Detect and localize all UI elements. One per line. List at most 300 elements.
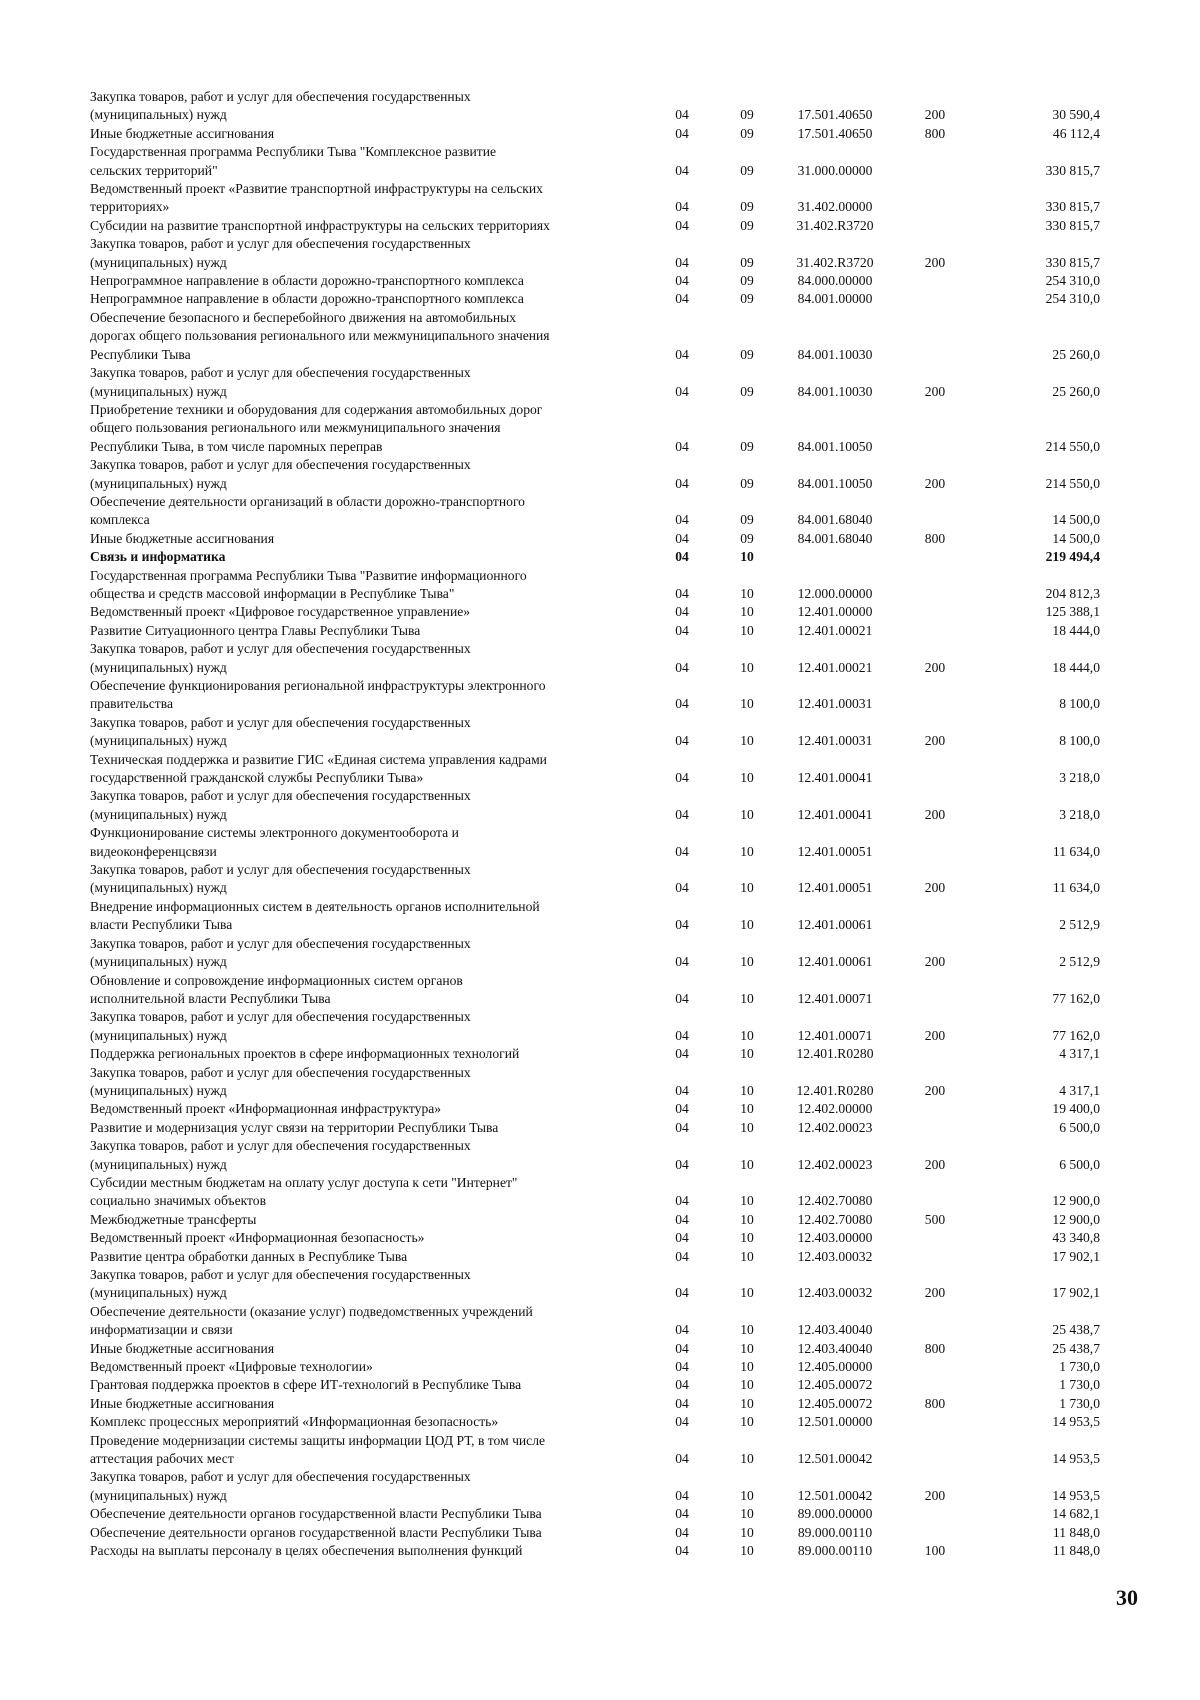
row-name: Обеспечение деятельности органов государственной власти Республики Тыва (90, 1524, 542, 1540)
row-section: 04 (675, 1285, 689, 1301)
row-target-article: 12.402.00023 (797, 1119, 873, 1135)
row-target-article: 89.000.00000 (797, 1506, 873, 1522)
row-amount: 1 730,0 (1059, 1359, 1100, 1375)
row-target-article: 12.403.00032 (797, 1285, 873, 1301)
row-target-article: 84.001.10030 (797, 383, 873, 399)
table-row (90, 456, 1100, 493)
row-section: 04 (675, 696, 689, 712)
row-name: Непрограммное направление в области дорожно-транспортного комплекса (90, 273, 524, 289)
row-amount: 12 900,0 (1052, 1193, 1100, 1209)
row-amount: 214 550,0 (1045, 475, 1100, 491)
row-target-article: 12.401.00021 (797, 659, 873, 675)
row-section: 04 (675, 954, 689, 970)
row-name: Иные бюджетные ассигнования (90, 1395, 275, 1411)
row-section: 04 (675, 475, 689, 491)
table-row (90, 898, 1100, 935)
row-amount: 25 260,0 (1052, 346, 1100, 362)
row-target-article: 12.401.00071 (797, 990, 873, 1006)
row-section: 04 (675, 1156, 689, 1172)
row-name: Поддержка региональных проектов в сфере информационных технологий (90, 1046, 520, 1062)
row-name: Обновление и сопровождение информационных систем органов исполнительной власти Республики Тыва (90, 972, 463, 1006)
row-section: 04 (675, 1487, 689, 1503)
row-amount: 77 162,0 (1052, 1027, 1100, 1043)
row-section: 04 (675, 438, 689, 454)
row-subsection: 09 (740, 254, 754, 270)
table-row (90, 88, 1100, 125)
row-subsection: 10 (740, 1101, 754, 1117)
row-subsection: 10 (740, 1524, 754, 1540)
row-subsection: 10 (740, 1487, 754, 1503)
table-row (90, 1248, 1100, 1266)
row-target-article: 12.501.00042 (797, 1487, 873, 1503)
row-amount: 14 500,0 (1052, 530, 1100, 546)
row-section: 04 (675, 383, 689, 399)
table-row (90, 493, 1100, 530)
row-subsection: 09 (740, 125, 754, 141)
row-name: Ведомственный проект «Информационная безопасность» (90, 1230, 425, 1246)
table-row (90, 143, 1100, 180)
table-row (90, 1211, 1100, 1229)
row-subsection: 10 (740, 806, 754, 822)
table-row (90, 714, 1100, 751)
row-target-article: 84.001.10030 (797, 346, 873, 362)
row-target-article: 84.001.68040 (797, 512, 873, 528)
row-name: Связь и информатика (90, 549, 226, 565)
row-expense-type: 200 (924, 254, 946, 270)
row-target-article: 12.405.00072 (797, 1395, 873, 1411)
row-target-article: 12.402.70080 (797, 1193, 873, 1209)
row-subsection: 09 (740, 107, 754, 123)
table-row (90, 1505, 1100, 1523)
row-expense-type: 800 (924, 530, 946, 546)
row-amount: 46 112,4 (1052, 125, 1100, 141)
row-amount: 11 634,0 (1052, 880, 1100, 896)
table-row (90, 1303, 1100, 1340)
row-amount: 330 815,7 (1045, 199, 1100, 215)
row-subsection: 09 (740, 199, 754, 215)
row-target-article: 89.000.00110 (797, 1543, 873, 1559)
row-name: Ведомственный проект «Информационная инфраструктура» (90, 1101, 442, 1117)
row-section: 04 (675, 770, 689, 786)
row-expense-type: 200 (924, 1285, 946, 1301)
table-row (90, 1432, 1100, 1469)
row-target-article: 12.501.00000 (797, 1414, 873, 1430)
row-subsection: 09 (740, 383, 754, 399)
row-amount: 14 500,0 (1052, 512, 1100, 528)
row-name: Закупка товаров, работ и услуг для обеспечения государственных (муниципальных) нужд (90, 236, 471, 270)
row-target-article: 12.000.00000 (797, 585, 873, 601)
row-target-article: 12.401.00051 (797, 880, 873, 896)
row-subsection: 09 (740, 217, 754, 233)
table-row (90, 1119, 1100, 1137)
row-target-article: 12.403.40040 (797, 1322, 873, 1338)
table-row (90, 935, 1100, 972)
row-subsection: 10 (740, 549, 754, 565)
row-expense-type: 200 (924, 806, 946, 822)
row-amount: 25 438,7 (1052, 1340, 1100, 1356)
row-name: Развитие центра обработки данных в Республике Тыва (90, 1248, 408, 1264)
table-row (90, 1376, 1100, 1394)
row-subsection: 10 (740, 1119, 754, 1135)
row-amount: 214 550,0 (1045, 438, 1100, 454)
row-amount: 254 310,0 (1045, 273, 1100, 289)
row-name: Обеспечение деятельности организаций в области дорожно-транспортного комплекса (90, 493, 525, 528)
row-name: Ведомственный проект «Цифровые технологии» (90, 1359, 373, 1375)
table-row (90, 824, 1100, 861)
row-name: Ведомственный проект «Развитие транспортной инфраструктуры на сельских территориях» (90, 181, 543, 215)
table-row (90, 1100, 1100, 1118)
row-amount: 11 848,0 (1052, 1524, 1100, 1540)
table-row (90, 1045, 1100, 1063)
row-amount: 1 730,0 (1059, 1377, 1100, 1393)
row-section: 04 (675, 1322, 689, 1338)
row-name: Ведомственный проект «Цифровое государственное управление» (90, 604, 471, 620)
row-amount: 4 317,1 (1059, 1046, 1100, 1062)
row-section: 04 (675, 1082, 689, 1098)
row-subsection: 10 (740, 843, 754, 859)
row-amount: 330 815,7 (1045, 162, 1100, 178)
row-section: 04 (675, 880, 689, 896)
row-name: Иные бюджетные ассигнования (90, 1340, 275, 1356)
row-amount: 330 815,7 (1045, 217, 1100, 233)
row-subsection: 10 (740, 770, 754, 786)
row-amount: 125 388,1 (1045, 604, 1100, 620)
row-name: Закупка товаров, работ и услуг для обеспечения государственных (муниципальных) нужд (90, 1469, 471, 1503)
table-row (90, 1395, 1100, 1413)
row-target-article: 84.001.00000 (797, 291, 873, 307)
table-row (90, 1524, 1100, 1542)
row-name: Обеспечение функционирования региональной инфраструктуры электронного правительства (90, 678, 546, 712)
row-section: 04 (675, 1506, 689, 1522)
row-target-article: 12.402.00023 (797, 1156, 873, 1172)
row-subsection: 10 (740, 990, 754, 1006)
row-subsection: 10 (740, 1414, 754, 1430)
row-subsection: 09 (740, 512, 754, 528)
row-target-article: 12.402.00000 (797, 1101, 873, 1117)
row-section: 04 (675, 346, 689, 362)
row-amount: 43 340,8 (1052, 1230, 1100, 1246)
row-amount: 18 444,0 (1052, 659, 1100, 675)
row-target-article: 12.401.00031 (797, 733, 873, 749)
row-section: 04 (675, 291, 689, 307)
row-name: Иные бюджетные ассигнования (90, 530, 275, 546)
row-section: 04 (675, 1451, 689, 1467)
row-amount: 11 634,0 (1052, 843, 1100, 859)
row-subsection: 10 (740, 1211, 754, 1227)
row-amount: 330 815,7 (1045, 254, 1100, 270)
row-name: Расходы на выплаты персоналу в целях обеспечения выполнения функций (90, 1543, 523, 1559)
row-name: Закупка товаров, работ и услуг для обеспечения государственных (муниципальных) нужд (90, 457, 471, 491)
row-expense-type: 200 (924, 1082, 946, 1098)
row-expense-type: 200 (924, 733, 946, 749)
row-subsection: 09 (740, 291, 754, 307)
row-subsection: 10 (740, 1046, 754, 1062)
row-amount: 30 590,4 (1052, 107, 1100, 123)
row-expense-type: 200 (924, 383, 946, 399)
table-row (90, 401, 1100, 456)
row-amount: 254 310,0 (1045, 291, 1100, 307)
row-subsection: 10 (740, 733, 754, 749)
row-section: 04 (675, 162, 689, 178)
row-section: 04 (675, 530, 689, 546)
row-target-article: 12.401.00061 (797, 954, 873, 970)
table-row (90, 1008, 1100, 1045)
table-row (90, 1174, 1100, 1211)
row-amount: 25 260,0 (1052, 383, 1100, 399)
row-name: Развитие и модернизация услуг связи на территории Республики Тыва (90, 1119, 499, 1135)
row-name: Государственная программа Республики Тыва "Развитие информационного общества и средств массовой информации в Республике Тыва" (90, 567, 527, 601)
row-target-article: 84.001.10050 (797, 475, 873, 491)
table-row (90, 861, 1100, 898)
row-name: Закупка товаров, работ и услуг для обеспечения государственных (муниципальных) нужд (90, 1009, 471, 1043)
row-section: 04 (675, 254, 689, 270)
table-row (90, 1413, 1100, 1431)
row-name: Закупка товаров, работ и услуг для обеспечения государственных (муниципальных) нужд (90, 935, 471, 970)
row-subsection: 09 (740, 530, 754, 546)
row-target-article: 12.403.00032 (797, 1248, 873, 1264)
row-target-article: 12.401.00061 (797, 917, 873, 933)
row-name: Грантовая поддержка проектов в сфере ИТ-технологий в Республике Тыва (90, 1377, 522, 1393)
row-subsection: 10 (740, 1248, 754, 1264)
row-section: 04 (675, 107, 689, 123)
row-section: 04 (675, 1377, 689, 1393)
row-subsection: 10 (740, 1322, 754, 1338)
row-amount: 3 218,0 (1059, 806, 1100, 822)
row-name: Закупка товаров, работ и услуг для обеспечения государственных (муниципальных) нужд (90, 788, 471, 822)
row-subsection: 09 (740, 475, 754, 491)
row-name: Непрограммное направление в области дорожно-транспортного комплекса (90, 291, 524, 307)
row-section: 04 (675, 512, 689, 528)
table-row (90, 751, 1100, 788)
table-row (90, 640, 1100, 677)
row-amount: 19 400,0 (1052, 1101, 1100, 1117)
row-name: Закупка товаров, работ и услуг для обеспечения государственных (муниципальных) нужд (90, 1064, 471, 1098)
row-target-article: 31.402.00000 (797, 199, 873, 215)
row-subsection: 10 (740, 1340, 754, 1356)
row-section: 04 (675, 806, 689, 822)
row-name: Закупка товаров, работ и услуг для обеспечения государственных (муниципальных) нужд (90, 365, 471, 399)
row-amount: 14 953,5 (1052, 1487, 1100, 1503)
row-section: 04 (675, 217, 689, 233)
row-target-article: 12.402.70080 (797, 1211, 873, 1227)
table-row (90, 677, 1100, 714)
row-subsection: 10 (740, 659, 754, 675)
row-amount: 1 730,0 (1059, 1395, 1100, 1411)
table-row (90, 1340, 1100, 1358)
row-section: 04 (675, 1211, 689, 1227)
row-name: Обеспечение безопасного и бесперебойного движения на автомобильных дорогах общего пользования регионального или межмуниципального значения Республики Тыва (90, 309, 550, 362)
row-expense-type: 200 (924, 880, 946, 896)
row-expense-type: 200 (924, 475, 946, 491)
row-subsection: 10 (740, 1285, 754, 1301)
row-amount: 77 162,0 (1052, 990, 1100, 1006)
row-amount: 14 953,5 (1052, 1451, 1100, 1467)
row-target-article: 12.403.00000 (797, 1230, 873, 1246)
row-subsection: 10 (740, 1027, 754, 1043)
row-section: 04 (675, 125, 689, 141)
table-row (90, 603, 1100, 621)
row-section: 04 (675, 733, 689, 749)
row-target-article: 12.401.R0280 (796, 1046, 874, 1062)
row-name: Закупка товаров, работ и услуг для обеспечения государственных (муниципальных) нужд (90, 714, 471, 749)
row-subsection: 10 (740, 954, 754, 970)
table-row (90, 1266, 1100, 1303)
row-section: 04 (675, 1101, 689, 1117)
row-section: 04 (675, 990, 689, 1006)
row-subsection: 10 (740, 880, 754, 896)
row-amount: 6 500,0 (1059, 1119, 1100, 1135)
row-amount: 17 902,1 (1052, 1285, 1100, 1301)
row-expense-type: 500 (924, 1211, 946, 1227)
row-section: 04 (675, 1524, 689, 1540)
table-row (90, 622, 1100, 640)
table-row (90, 548, 1100, 566)
row-amount: 8 100,0 (1059, 696, 1100, 712)
row-target-article: 31.000.00000 (797, 162, 873, 178)
row-target-article: 31.402.R3720 (796, 217, 874, 233)
row-name: Обеспечение деятельности (оказание услуг) подведомственных учреждений информатизации и связи (90, 1303, 533, 1338)
row-section: 04 (675, 659, 689, 675)
table-row (90, 125, 1100, 143)
row-name: Закупка товаров, работ и услуг для обеспечения государственных (муниципальных) нужд (90, 862, 471, 896)
row-target-article: 12.501.00042 (797, 1451, 873, 1467)
row-subsection: 10 (740, 1377, 754, 1393)
row-name: Межбюджетные трансферты (90, 1211, 257, 1227)
page-number: 30 (1116, 1585, 1138, 1610)
row-target-article: 12.401.00021 (797, 622, 873, 638)
row-name: Иные бюджетные ассигнования (90, 125, 275, 141)
row-name: Субсидии на развитие транспортной инфраструктуры на сельских территориях (90, 217, 550, 233)
row-amount: 219 494,4 (1045, 549, 1100, 565)
row-name: Государственная программа Республики Тыва "Комплексное развитие сельских территорий" (90, 144, 497, 178)
row-amount: 12 900,0 (1052, 1211, 1100, 1227)
table-row (90, 1137, 1100, 1174)
row-subsection: 10 (740, 1451, 754, 1467)
table-row (90, 180, 1100, 217)
table-row (90, 272, 1100, 290)
row-section: 04 (675, 1193, 689, 1209)
row-name: Функционирование системы электронного документооборота и видеоконференцсвязи (90, 825, 459, 859)
row-name: Закупка товаров, работ и услуг для обеспечения государственных (муниципальных) нужд (90, 641, 471, 675)
row-amount: 8 100,0 (1059, 733, 1100, 749)
table-row (90, 1064, 1100, 1101)
row-name: Проведение модернизации системы защиты информации ЦОД РТ, в том числе аттестация рабочих мест (90, 1432, 546, 1467)
table-row (90, 309, 1100, 364)
row-target-article: 12.401.00051 (797, 843, 873, 859)
row-target-article: 17.501.40650 (797, 125, 873, 141)
row-amount: 2 512,9 (1059, 917, 1100, 933)
row-section: 04 (675, 604, 689, 620)
row-section: 04 (675, 843, 689, 859)
row-section: 04 (675, 199, 689, 215)
row-subsection: 10 (740, 1506, 754, 1522)
row-target-article: 84.001.10050 (797, 438, 873, 454)
table-row (90, 1229, 1100, 1247)
row-subsection: 09 (740, 438, 754, 454)
row-section: 04 (675, 549, 689, 565)
row-target-article: 12.403.40040 (797, 1340, 873, 1356)
table-row (90, 530, 1100, 548)
table-row (90, 567, 1100, 604)
row-expense-type: 200 (924, 954, 946, 970)
row-section: 04 (675, 1414, 689, 1430)
row-subsection: 09 (740, 273, 754, 289)
row-section: 04 (675, 1027, 689, 1043)
row-target-article: 12.401.00000 (797, 604, 873, 620)
row-expense-type: 200 (924, 1487, 946, 1503)
row-subsection: 10 (740, 696, 754, 712)
row-section: 04 (675, 1230, 689, 1246)
table-row (90, 1358, 1100, 1376)
row-expense-type: 800 (924, 1395, 946, 1411)
row-subsection: 10 (740, 622, 754, 638)
row-section: 04 (675, 1543, 689, 1559)
row-target-article: 12.401.00041 (797, 770, 873, 786)
table-row (90, 972, 1100, 1009)
row-subsection: 10 (740, 604, 754, 620)
row-amount: 4 317,1 (1059, 1082, 1100, 1098)
row-target-article: 12.405.00072 (797, 1377, 873, 1393)
row-section: 04 (675, 917, 689, 933)
table-row (90, 364, 1100, 401)
row-amount: 18 444,0 (1052, 622, 1100, 638)
row-section: 04 (675, 1395, 689, 1411)
row-target-article: 17.501.40650 (797, 107, 873, 123)
row-expense-type: 200 (924, 659, 946, 675)
row-subsection: 10 (740, 1395, 754, 1411)
row-name: Закупка товаров, работ и услуг для обеспечения государственных (муниципальных) нужд (90, 89, 471, 123)
budget-table (90, 88, 1100, 1561)
table-row (90, 217, 1100, 235)
row-amount: 25 438,7 (1052, 1322, 1100, 1338)
row-name: Закупка товаров, работ и услуг для обеспечения государственных (муниципальных) нужд (90, 1138, 471, 1172)
row-amount: 204 812,3 (1045, 585, 1100, 601)
row-target-article: 12.405.00000 (797, 1359, 873, 1375)
row-amount: 14 953,5 (1052, 1414, 1100, 1430)
row-expense-type: 800 (924, 125, 946, 141)
row-section: 04 (675, 273, 689, 289)
row-target-article: 84.000.00000 (797, 273, 873, 289)
row-amount: 11 848,0 (1052, 1543, 1100, 1559)
row-target-article: 31.402.R3720 (796, 254, 874, 270)
row-subsection: 10 (740, 1156, 754, 1172)
row-section: 04 (675, 622, 689, 638)
row-subsection: 10 (740, 1359, 754, 1375)
row-name: Обеспечение деятельности органов государственной власти Республики Тыва (90, 1506, 542, 1522)
row-expense-type: 200 (924, 1156, 946, 1172)
row-section: 04 (675, 1340, 689, 1356)
table-row (90, 290, 1100, 308)
row-target-article: 12.401.00071 (797, 1027, 873, 1043)
row-section: 04 (675, 1119, 689, 1135)
row-target-article: 84.001.68040 (797, 530, 873, 546)
row-target-article: 12.401.00041 (797, 806, 873, 822)
row-target-article: 89.000.00110 (797, 1524, 873, 1540)
row-expense-type: 200 (924, 1027, 946, 1043)
row-subsection: 10 (740, 917, 754, 933)
row-expense-type: 100 (924, 1543, 946, 1559)
row-amount: 6 500,0 (1059, 1156, 1100, 1172)
row-section: 04 (675, 585, 689, 601)
row-name: Закупка товаров, работ и услуг для обеспечения государственных (муниципальных) нужд (90, 1267, 471, 1301)
table-row (90, 235, 1100, 272)
row-name: Техническая поддержка и развитие ГИС «Единая система управления кадрами государственной гражданской службы Республики Тыва» (90, 751, 547, 786)
table-row (90, 1468, 1100, 1505)
row-amount: 3 218,0 (1059, 770, 1100, 786)
row-name: Развитие Ситуационного центра Главы Республики Тыва (90, 622, 421, 638)
row-amount: 2 512,9 (1059, 954, 1100, 970)
table-row (90, 1542, 1100, 1560)
